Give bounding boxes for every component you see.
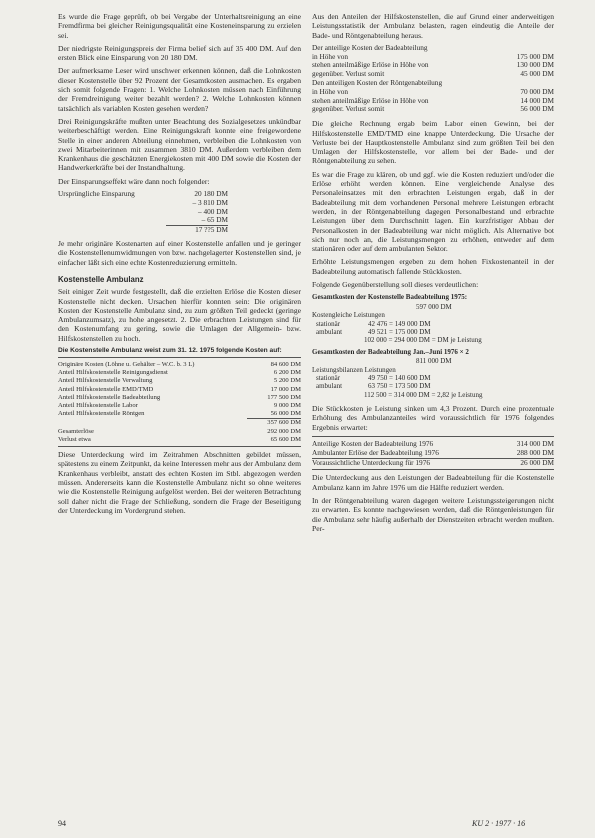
table-row: Originäre Kosten (Löhne u. Gehälter – W.C. b. 3 L) 84 600 DM [58, 361, 301, 368]
bade-cost-block: Der anteilige Kosten der Badeabteilung in Höhe von 175 000 DM stehen anteilmäßige Erlöse in Höhe von 130 000 DM gegenüber. Verlust somit 45 000 DM [312, 42, 554, 79]
left-column [58, 12, 301, 519]
table-total: 357 600 DM [267, 419, 301, 427]
paragraph: Je mehr originäre Kostenarten auf einer Kostenstelle anfallen und je geringer die Kostenstellenumwidmungen von bzw. nachgelagerter Kostenstellen sind, je einfacher läßt sich eine echte Kostenreduzierung ermitteln. [58, 239, 301, 267]
calc-row: – 65 DM [201, 215, 228, 225]
table-row: Anteil Hilfskostenstelle Röntgen 56 000 DM [58, 410, 301, 418]
section-heading: Kostenstelle Ambulanz [58, 274, 144, 284]
table-row: Anteilige Kosten der Badeabteilung 1976 314 000 DM [312, 439, 554, 449]
paragraph: Die gleiche Rechnung ergab beim Labor einen Gewinn, bei der Hilfskostenstelle EMD/TMD eine knappe Unterdeckung. Die Ursache der Verluste bei der Hauptkostenstelle Ambulanz sind zum größten Teil bei den Umlagen der Hilfskostenstelle, vor allem bei der Bade- und der Röntgenabteilung zu sehen. [312, 119, 554, 166]
paragraph: Folgende Gegenüberstellung soll dieses verdeutlichen: [312, 280, 479, 290]
paragraph: Aus den Anteilen der Hilfskostenstellen, die auf Grund einer anderweitigen Leistungsstatistik der Ambulanz belasten, ragen eindeutig die Anteile der Bade- und Röntgenabteilung heraus. [312, 12, 554, 40]
paragraph: Drei Reinigungskräfte mußten unter Beachtung des Sozialgesetzes unkündbar weiterbeschäftigt werden. Eine Reinigungskraft konnte eine freigewordene Stelle in einer anderen Abteilung einnehmen, verbleiben die Lohnkosten von zwei Mitarbeiterinnen mit zusammen 3810 DM. Außerdem verbleiben dem Krankenhaus die geschätzten Energiekosten mit 400 DM sowie die Kosten der Handwerkerkräfte bei der Instandhaltung. [58, 116, 301, 173]
cost-row: stehen anteilmäßige Erlöse in Höhe von 130 000 DM [312, 60, 554, 70]
result-table [312, 440, 554, 467]
paragraph: Diese Unterdeckung wird im Zeitrahmen Abschnitten gebildet müssen, spätestens zu einem Zeitpunkt, da keine Interessen mehr aus der Ambulanz dem Krankenhaus verbleibt, anstatt des echten Kosten im Stbl. abgezogen werden müssen. Andererseits kann die Kostenstelle Ambulanz nicht so ohne weiteres wie die Kostenstelle Reinigung aufgelöst werden. Bei der weiteren Betrachtung soll daher nicht die Frage der Schließung, sondern die Frage der Beseitigung der Unterdeckung im Vordergrund stehen. [58, 450, 301, 515]
table-row: Gesamterlöse 292 000 DM [58, 427, 301, 435]
table-rule [58, 357, 301, 358]
table-total: Voraussichtliche Unterdeckung für 1976 26 000 DM [312, 457, 554, 467]
table-row: Verlust etwa 65 600 DM [58, 435, 301, 443]
calc-row: – 3 810 DM [192, 197, 228, 207]
journal-reference: KU 2 · 1977 · 16 [472, 819, 526, 828]
table-row: Anteil Hilfskostenstelle Badeabteilung 177 500 DM [58, 393, 301, 401]
table-row: Anteil Hilfskostenstelle Verwaltung 5 200 DM [58, 377, 301, 385]
right-column [312, 12, 554, 537]
table-rule [58, 446, 301, 447]
paragraph: Seit einiger Zeit wurde festgestellt, daß die erzielten Erlöse die Kosten dieser Kostenstelle nicht decken. Ursachen hierfür konnten sein: Die originären Kosten der Kostenstelle Ambulanz sind, zu zum größten Teil gedeckt (geringe Ambulanzumsatz), zu hohe angesetzt. 2. Die erbrachten Leistungen sind für den Kostenumfang zu gering, sowie die Umlagen der Allgemein- bzw. Hilfskostenstellen zu hoch. [58, 287, 301, 343]
paragraph: In der Röntgenabteilung waren dagegen weitere Leistungssteigerungen nicht zu erwarten. Es konnte nachgewiesen werden, daß die Röntgenleistungen für die Ambulanz sehr häufig außerhalb der Dienstzeiten erbracht werden mußten. Per- [312, 496, 554, 533]
table-row: Anteil Hilfskostenstelle Reinigungsdienst 6 200 DM [58, 369, 301, 377]
table-row: Anteil Hilfskostenstelle EMD/TMD 17 000 DM [58, 385, 301, 393]
rontgen-cost-block: Den anteiligen Kosten der Röntgenabteilung in Höhe von 70 000 DM stehen anteilmäßige Erlöse in Höhe von 14 000 DM gegenüber. Verlust somit 56 000 DM [312, 78, 554, 114]
table-caption: Die Kostenstelle Ambulanz weist zum 31. 12. 1975 folgende Kosten auf: [58, 347, 282, 354]
cost-row: gegenüber. Verlust somit 45 000 DM [312, 69, 554, 79]
page-number: 94 [58, 819, 66, 828]
comparison-1975: Gesamtkosten der Kostenstelle Badeabteilung 1975: 597 000 DM Kostengleiche Leistungen stationär 42 476 = 149 000 DM ambulant 49 521 = 175 000 DM 102 000 = 294 000 DM = DM je Leistung [312, 293, 482, 345]
table-row: Anteil Hilfskostenstelle Labor 9 000 DM [58, 402, 301, 410]
cost-row: in Höhe von 70 000 DM [312, 86, 554, 96]
paragraph: Der niedrigste Reinigungspreis der Firma belief sich auf 35 400 DM. Auf den ersten Blick eine Einsparung von 20 180 DM. [58, 43, 301, 63]
paragraph: Es wurde die Frage geprüft, ob bei Vergabe der Unterhaltsreinigung an eine Fremdfirma bei gleicher Reinigungsqualität eine Kosteneinsparung zu erzielen sei. [58, 12, 301, 40]
calc-total: 17 ??5 DM [195, 225, 228, 235]
savings-calculation [58, 190, 228, 235]
table-rule [312, 469, 554, 470]
comparison-1976: Gesamtkosten der Badeabteilung Jan.–Juni 1976 × 2 811 000 DM Leistungsbilanzen Leistungen stationär 49 750 = 140 600 DM ambulant 63 750 = 173 500 DM 112 500 = 314 000 DM = 2,82 je Leistung [312, 347, 483, 399]
calc-row: – 400 DM [198, 206, 228, 216]
paragraph: Es war die Frage zu klären, ob und ggf. wie die Kosten reduziert und/oder die Erlöse erhöht werden können. Eine vergleichende Analyse des Personaleinsatzes mit den erbrachten Leistungen ergab, daß in der Badeabteilung mit dem vorhandenen Personal mehrere Leistungen erbracht werden, in der Röntgenabteilung dagegen Personalbestand und erbrachte Leistungen über dem Durchschnitt lagen. Ein kurzfristiger Abbau der Personalkosten in der Badeabteilung war nicht möglich. Als Alternative bot sich nur noch an, die Leistungsmengen zu erhöhen, entweder auf dem stationären oder auf dem ambulanten Sektor. [312, 169, 554, 254]
cost-row: in Höhe von 175 000 DM [312, 51, 554, 61]
paragraph: Der Einsparungseffekt wäre dann noch folgender: [58, 176, 210, 186]
calc-row: Ursprüngliche Einsparung 20 180 DM [58, 189, 228, 199]
table-rule [312, 436, 554, 437]
paragraph: Die Unterdeckung aus den Leistungen der Badeabteilung für die Kostenstelle Ambulanz kann im Jahre 1976 um die Hälfte reduziert werden. [312, 473, 554, 492]
cost-row: stehen anteilmäßige Erlöse in Höhe von 14 000 DM [312, 95, 554, 105]
cost-table [58, 361, 301, 444]
paragraph: Erhöhte Leistungsmengen ergeben zu dem hohen Fixkostenanteil in der Badeabteilung automatisch fallende Stückkosten. [312, 257, 554, 276]
cost-row: gegenüber. Verlust somit 56 000 DM [312, 104, 554, 114]
paragraph: Die Stückkosten je Leistung sinken um 4,3 Prozent. Durch eine prozentuale Erhöhung des Ambulanzanteiles wird voraussichtlich für 1976 folgendes Ergebnis erwartet: [312, 404, 554, 432]
paragraph: Der aufmerksame Leser wird unschwer erkennen können, daß die Lohnkosten dieser Kostenstelle über 92 Prozent der Gesamtkosten ausmachen. Es ergaben sich somit folgende Fragen: 1. Welche Lohnkosten müssen nach Einführung der Fremdreinigung weiter bezahlt werden? 2. Welche Lohnkosten können tatsächlich als variablen Kosten gesehen werden? [58, 66, 301, 113]
table-row: Ambulanter Erlöse der Badeabteilung 1976 288 000 DM [312, 447, 554, 457]
